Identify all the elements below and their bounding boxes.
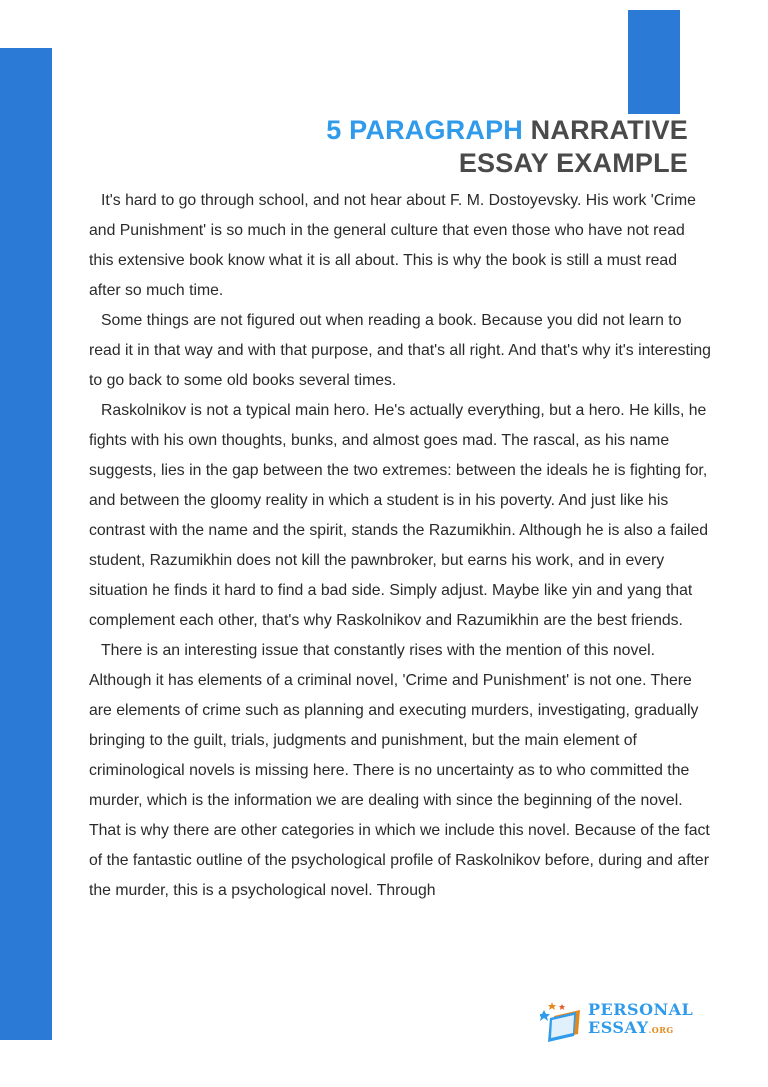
paragraph-1: It's hard to go through school, and not hear about F. M. Dostoyevsky. His work 'Crime and Punishment' is so much in the general culture that even those who have not read this extensive book know what it is all about. This is why the book is still a must read after so much time. <box>89 192 696 299</box>
essay-body <box>89 186 711 906</box>
title-line-1 <box>326 114 688 147</box>
left-accent-bar <box>0 48 52 1040</box>
personal-essay-logo <box>540 998 700 1044</box>
paragraph-4: There is an interesting issue that constantly rises with the mention of this novel. Although it has elements of a criminal novel, 'Crime and Punishment' is not one. There are elements of crime such as planning and executing murders, investigating, gradually bringing to the guilt, trials, judgments and punishment, but the main element of criminological novels is missing here. There is no uncertainty as to who committed the murder, which is the information we are dealing with since the beginning of the novel. That is why there are other categories in which we include this novel. Because of the fact of the fantastic outline of the psychological profile of Raskolnikov before, during and after the murder, this is a psychological novel. Through <box>89 642 710 899</box>
logo-text-essay <box>588 1018 674 1037</box>
title-line-2: ESSAY EXAMPLE <box>458 148 688 178</box>
title-rest: NARRATIVE <box>522 115 688 145</box>
logo-suffix: .ORG <box>648 1025 674 1035</box>
logo-text-personal: PERSONAL <box>588 1000 694 1019</box>
logo-book-icon <box>540 1000 584 1042</box>
paragraph-2: Some things are not figured out when reading a book. Because you did not learn to read it in that way and with that purpose, and that's all right. And that's why it's interesting to go back to some old books several times. <box>89 312 711 389</box>
title-highlight: 5 PARAGRAPH <box>326 115 523 145</box>
page-title <box>326 114 688 180</box>
top-accent-bar <box>628 10 680 114</box>
logo-essay: ESSAY <box>588 1018 649 1037</box>
paragraph-3: Raskolnikov is not a typical main hero. He's actually everything, but a hero. He kills, he fights with his own thoughts, bunks, and almost goes mad. The rascal, as his name suggests, lies in the gap between the two extremes: between the ideals he is fighting for, and between the gloomy reality in which a student is in his poverty. And just like his contrast with the name and the spirit, stands the Razumikhin. Although he is also a failed student, Razumikhin does not kill the pawnbroker, but earns his work, and in every situation he finds it hard to find a bad side. Simply adjust. Maybe like yin and yang that complement each other, that's why Raskolnikov and Razumikhin are the best friends. <box>89 402 709 629</box>
